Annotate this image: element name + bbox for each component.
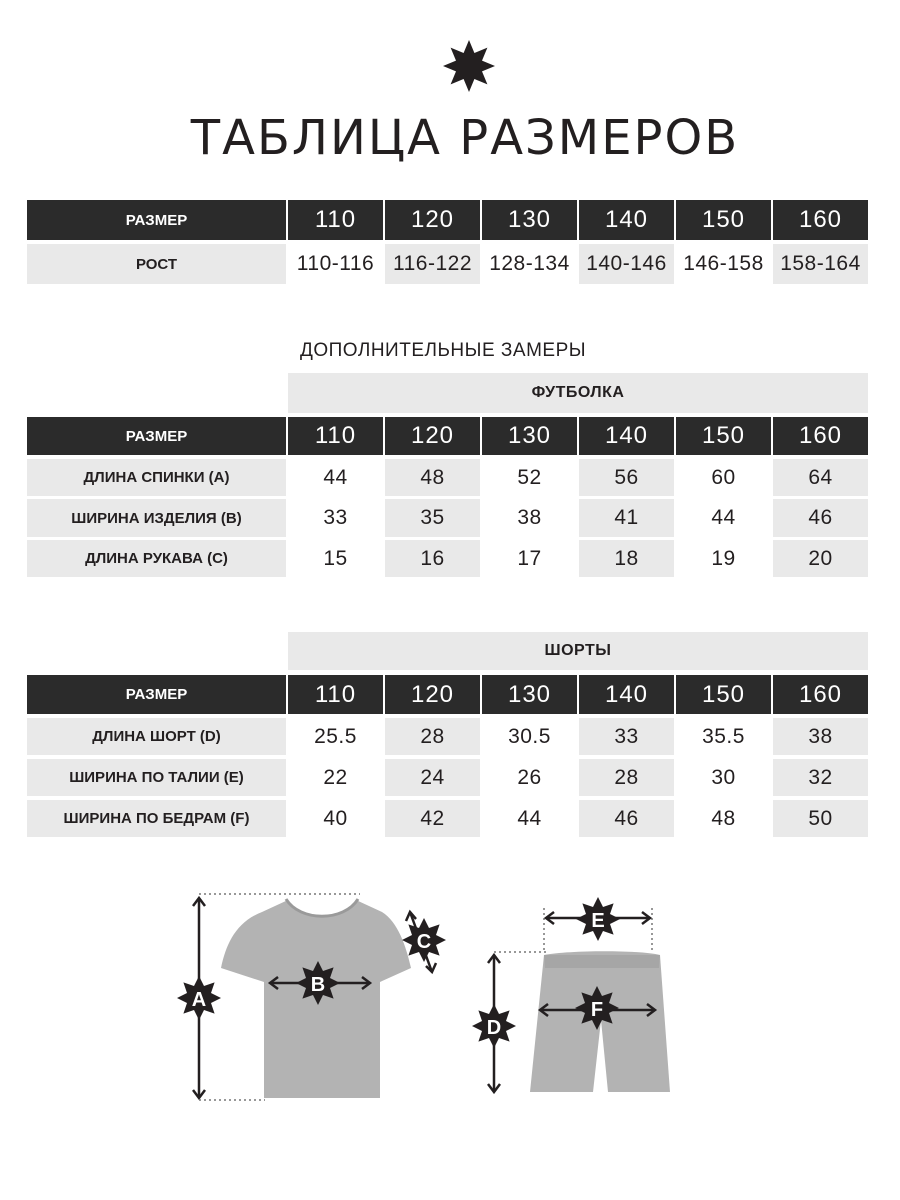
badge-f-label: F	[590, 999, 604, 1021]
measure-label: ДЛИНА РУКАВА (С)	[27, 540, 286, 577]
measure-cell: 46	[579, 800, 674, 837]
measure-cell: 30.5	[482, 718, 577, 755]
height-label: РОСТ	[27, 244, 286, 284]
size-label: РАЗМЕР	[27, 200, 286, 240]
size-label: РАЗМЕР	[27, 417, 286, 455]
size-cell: 160	[773, 200, 868, 240]
measure-cell: 56	[579, 459, 674, 496]
row-gap	[27, 670, 868, 674]
measure-cell: 35	[385, 499, 480, 537]
size-cell: 110	[288, 200, 383, 240]
measurement-diagram	[0, 870, 900, 1130]
height-cell: 128-134	[482, 244, 577, 284]
measure-cell: 35.5	[676, 718, 771, 755]
measure-cell: 24	[385, 759, 480, 796]
size-cell: 140	[579, 675, 674, 714]
size-cell: 130	[482, 675, 577, 714]
measure-cell: 30	[676, 759, 771, 796]
measure-cell: 22	[288, 759, 383, 796]
size-cell: 130	[482, 417, 577, 455]
measure-cell: 28	[579, 759, 674, 796]
measure-cell: 38	[482, 499, 577, 537]
height-cell: 116-122	[385, 244, 480, 284]
measure-cell: 16	[385, 540, 480, 577]
measure-cell: 28	[385, 718, 480, 755]
badge-d-label: D	[486, 1017, 502, 1039]
measure-cell: 32	[773, 759, 868, 796]
shorts-waistband	[544, 955, 660, 968]
measure-label: ДЛИНА СПИНКИ (А)	[27, 459, 286, 496]
measure-cell: 48	[676, 800, 771, 837]
size-cell: 120	[385, 675, 480, 714]
size-cell: 140	[579, 417, 674, 455]
page-title: ТАБЛИЦА РАЗМЕРОВ	[190, 110, 740, 166]
measure-cell: 19	[676, 540, 771, 577]
size-cell: 110	[288, 417, 383, 455]
measure-cell: 50	[773, 800, 868, 837]
size-cell: 130	[482, 200, 577, 240]
blank-cell	[27, 632, 286, 670]
tshirt-heading: ФУТБОЛКА	[288, 373, 868, 413]
height-cell: 146-158	[676, 244, 771, 284]
measure-cell: 26	[482, 759, 577, 796]
size-cell: 150	[676, 200, 771, 240]
size-table	[27, 200, 868, 284]
badge-b-label: B	[310, 974, 326, 996]
measure-cell: 38	[773, 718, 868, 755]
star-icon	[443, 40, 495, 92]
measure-label: ШИРИНА ИЗДЕЛИЯ (B)	[27, 499, 286, 537]
size-cell: 120	[385, 417, 480, 455]
shorts-heading: ШОРТЫ	[288, 632, 868, 670]
badge-e-label: E	[591, 910, 605, 932]
size-cell: 160	[773, 417, 868, 455]
measure-cell: 15	[288, 540, 383, 577]
shorts-table	[27, 632, 868, 837]
measure-cell: 33	[288, 499, 383, 537]
measure-cell: 33	[579, 718, 674, 755]
size-cell: 150	[676, 675, 771, 714]
measure-cell: 44	[676, 499, 771, 537]
size-cell: 110	[288, 675, 383, 714]
badge-c-label: C	[416, 931, 432, 953]
measure-label: ДЛИНА ШОРТ (D)	[27, 718, 286, 755]
measure-cell: 44	[482, 800, 577, 837]
measure-label: ШИРИНА ПО ТАЛИИ (Е)	[27, 759, 286, 796]
size-cell: 120	[385, 200, 480, 240]
badge-a-label: A	[191, 989, 207, 1011]
height-cell: 110-116	[288, 244, 383, 284]
measure-cell: 60	[676, 459, 771, 496]
measure-cell: 42	[385, 800, 480, 837]
measure-label: ШИРИНА ПО БЕДРАМ (F)	[27, 800, 286, 837]
measure-cell: 25.5	[288, 718, 383, 755]
measure-cell: 48	[385, 459, 480, 496]
measure-cell: 44	[288, 459, 383, 496]
measure-cell: 52	[482, 459, 577, 496]
measure-cell: 41	[579, 499, 674, 537]
measure-cell: 17	[482, 540, 577, 577]
size-cell: 150	[676, 417, 771, 455]
measure-cell: 46	[773, 499, 868, 537]
height-cell: 158-164	[773, 244, 868, 284]
size-label: РАЗМЕР	[27, 675, 286, 714]
size-cell: 160	[773, 675, 868, 714]
blank-cell	[27, 373, 286, 413]
tshirt-table	[27, 373, 868, 577]
measure-cell: 64	[773, 459, 868, 496]
size-cell: 140	[579, 200, 674, 240]
measure-cell: 40	[288, 800, 383, 837]
height-cell: 140-146	[579, 244, 674, 284]
measure-cell: 18	[579, 540, 674, 577]
additional-measurements-title: ДОПОЛНИТЕЛЬНЫЕ ЗАМЕРЫ	[300, 340, 587, 361]
measure-cell: 20	[773, 540, 868, 577]
